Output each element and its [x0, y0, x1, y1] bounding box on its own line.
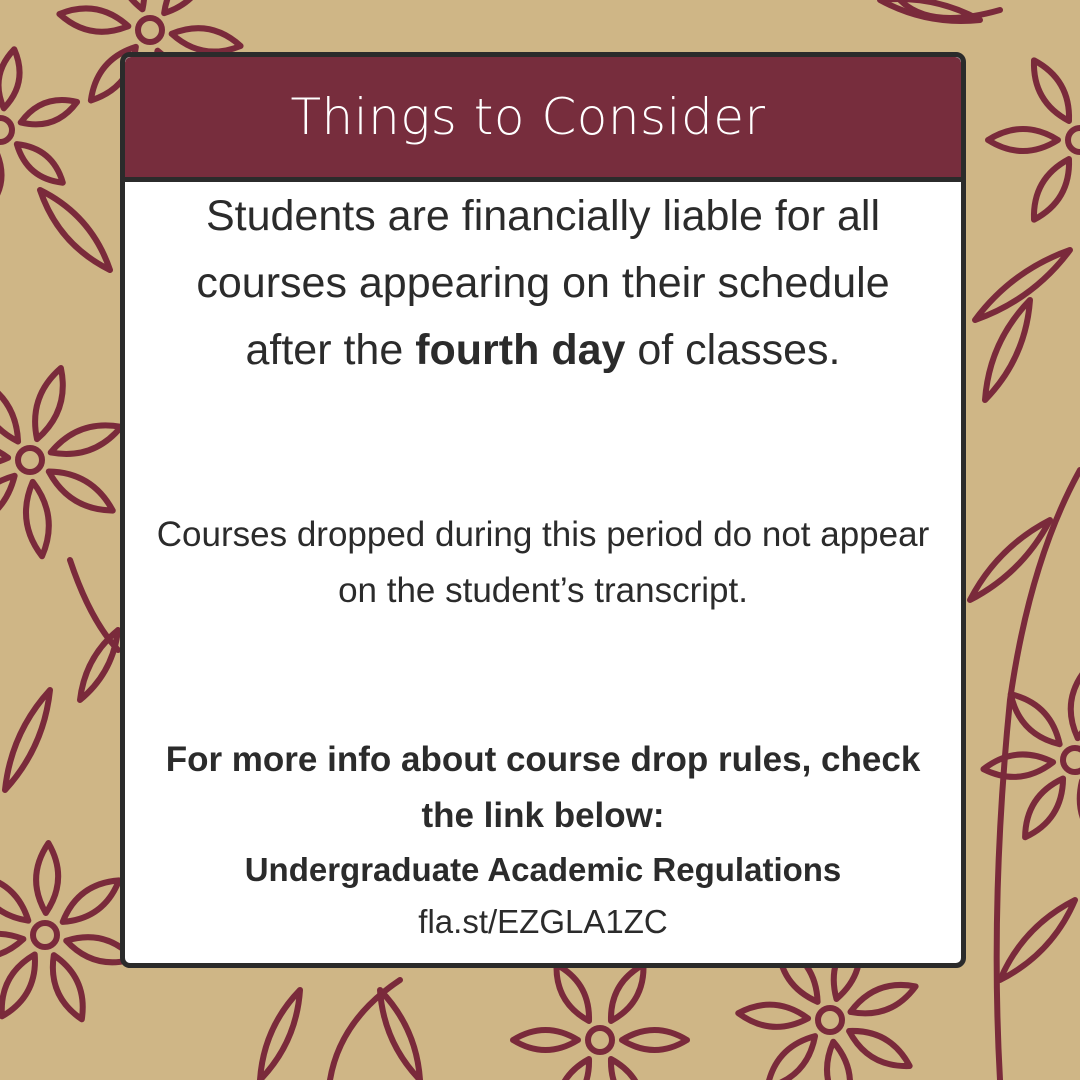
leaf: [40, 190, 110, 270]
flower-petal: [35, 368, 63, 439]
leaf: [1000, 900, 1075, 980]
flower-center: [18, 448, 42, 472]
flower-petal: [556, 965, 589, 1021]
flower-petal: [2, 954, 35, 1016]
flower-center: [33, 923, 57, 947]
flower-petal: [556, 1059, 589, 1080]
flower-center: [1068, 128, 1080, 152]
info-card: [120, 52, 966, 968]
flower-petal: [767, 1036, 815, 1080]
flower-petal: [63, 880, 119, 922]
liability-emphasis: fourth day: [415, 326, 626, 374]
flower-center: [1063, 748, 1080, 772]
flower-petal: [0, 476, 15, 530]
flower-petal: [0, 875, 28, 921]
flower-petal: [26, 482, 49, 556]
flower-center: [0, 118, 12, 142]
flower-center: [138, 18, 162, 42]
flower-petal: [0, 934, 23, 958]
flower-petal: [49, 471, 113, 510]
flower-center: [588, 1028, 612, 1052]
leaf: [260, 990, 300, 1080]
more-info-prompt: For more info about course drop rules, check the link below:: [165, 740, 921, 835]
flower-petal: [983, 754, 1053, 776]
flower-petal: [827, 1042, 850, 1080]
flower-petal: [59, 8, 128, 31]
flower-petal: [1011, 694, 1060, 744]
flower-petal: [0, 379, 18, 442]
flower-petal: [21, 100, 77, 124]
flower-petal: [117, 0, 145, 9]
flower-petal: [1034, 159, 1069, 220]
card-header: [125, 57, 961, 182]
leaf: [970, 520, 1050, 600]
card-title: Things to Consider: [290, 88, 766, 146]
flower-petal: [172, 28, 241, 51]
flower-petal: [738, 1005, 808, 1027]
regulations-link-url[interactable]: fla.st/EZGLA1ZC: [418, 903, 668, 940]
regulations-link-title: Undergraduate Academic Regulations: [244, 851, 842, 888]
flower-petal: [611, 1059, 644, 1080]
flower-petal: [51, 425, 121, 454]
flower-petal: [0, 152, 2, 211]
liability-text-end: of classes.: [625, 326, 841, 374]
flower-petal: [164, 0, 209, 13]
flower-petal: [36, 843, 58, 913]
transcript-note: Courses dropped during this period do not appear on the student’s transcript.: [156, 515, 930, 610]
flower-petal: [1071, 669, 1080, 738]
flower-petal: [53, 955, 83, 1019]
flower-petal: [849, 1031, 910, 1066]
flower-petal: [988, 129, 1058, 151]
flower-petal: [0, 443, 8, 466]
flower-center: [818, 1008, 842, 1032]
flower-petal: [513, 1030, 578, 1050]
flower-petal: [850, 985, 915, 1013]
flower-petal: [1025, 778, 1063, 837]
flower-petal: [17, 144, 63, 183]
flower-petal: [611, 965, 644, 1021]
flower-petal: [1034, 60, 1069, 121]
liability-text-start: Students are financially liable for all courses appearing on their schedule after the: [196, 192, 890, 374]
liability-statement: [155, 183, 931, 384]
leaf: [5, 690, 50, 790]
leaf: [380, 990, 420, 1080]
flower-petal: [0, 49, 20, 108]
flower-petal: [622, 1030, 687, 1050]
